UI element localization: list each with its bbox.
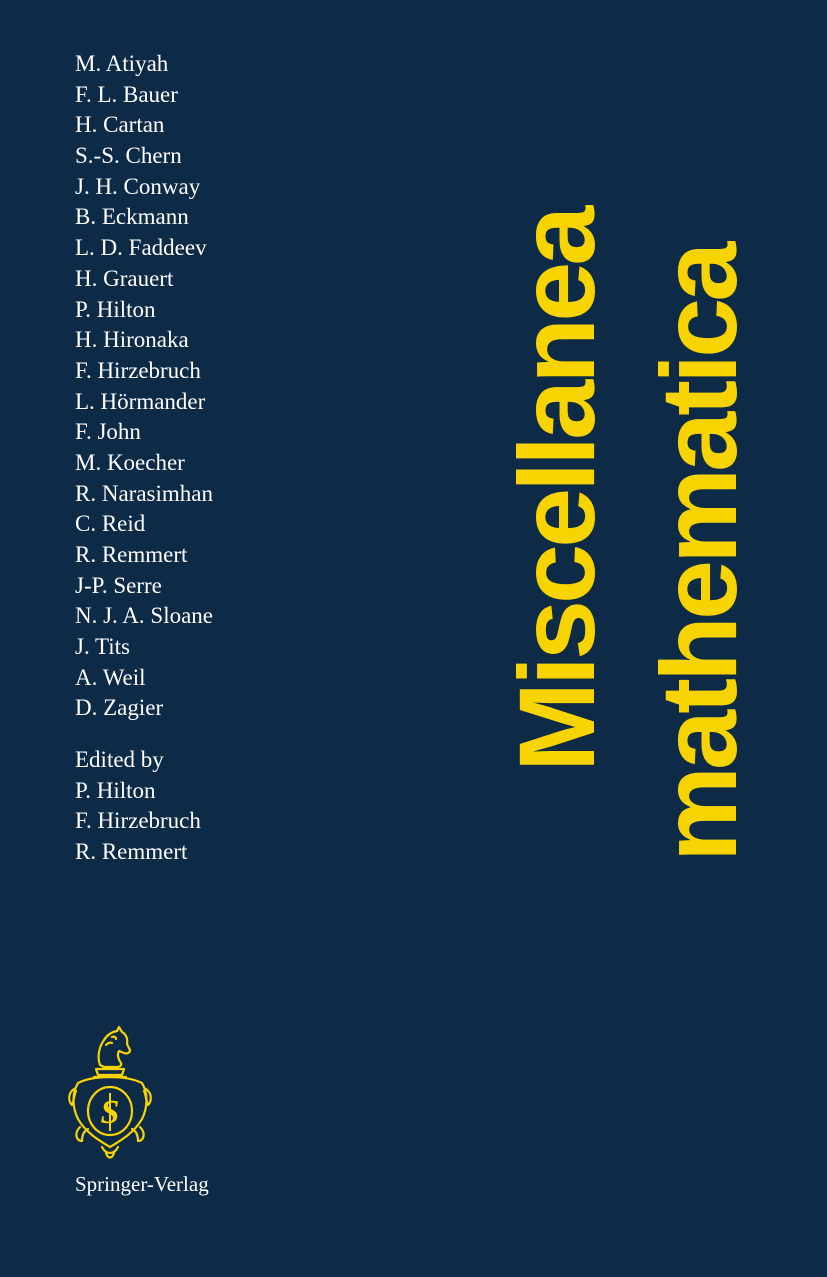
editors-block — [75, 745, 201, 867]
author-name: M. Atiyah — [75, 51, 169, 76]
editor-list — [75, 776, 201, 868]
author-name: R. Narasimhan — [75, 480, 213, 506]
author-name: H. Grauert — [75, 265, 174, 291]
author-name: S.-S. Chern — [75, 143, 182, 169]
author-name: C. Reid — [75, 511, 146, 537]
author-name: F. Hirzebruch — [75, 357, 201, 383]
author-list — [75, 49, 213, 724]
author-name: F. John — [75, 419, 141, 445]
title-line-1: Miscellanea — [496, 209, 617, 772]
publisher-name: Springer-Verlag — [75, 1172, 209, 1196]
author-name: N. J. A. Sloane — [75, 603, 213, 629]
springer-knight-logo-icon — [64, 1023, 156, 1163]
author-name: J. H. Conway — [75, 173, 201, 199]
author-name: H. Cartan — [75, 112, 165, 138]
edited-by-label: Edited by — [75, 747, 164, 772]
editor-name: F. Hirzebruch — [75, 808, 201, 833]
author-name: L. Hörmander — [75, 388, 206, 414]
editor-name: P. Hilton — [75, 777, 156, 803]
author-name: A. Weil — [75, 664, 146, 690]
author-name: F. L. Bauer — [75, 81, 178, 107]
author-name: B. Eckmann — [75, 204, 189, 230]
author-name: R. Remmert — [75, 542, 188, 567]
author-name: H. Hironaka — [75, 327, 189, 353]
logo-monogram: S — [100, 1094, 120, 1131]
title-line-2: mathematica — [638, 245, 759, 862]
author-name: L. D. Faddeev — [75, 235, 207, 261]
author-name: P. Hilton — [75, 296, 156, 322]
author-name: J-P. Serre — [75, 572, 162, 598]
author-name: D. Zagier — [75, 695, 164, 721]
author-name: J. Tits — [75, 634, 131, 660]
author-name: M. Koecher — [75, 449, 185, 475]
editor-name: R. Remmert — [75, 838, 188, 864]
